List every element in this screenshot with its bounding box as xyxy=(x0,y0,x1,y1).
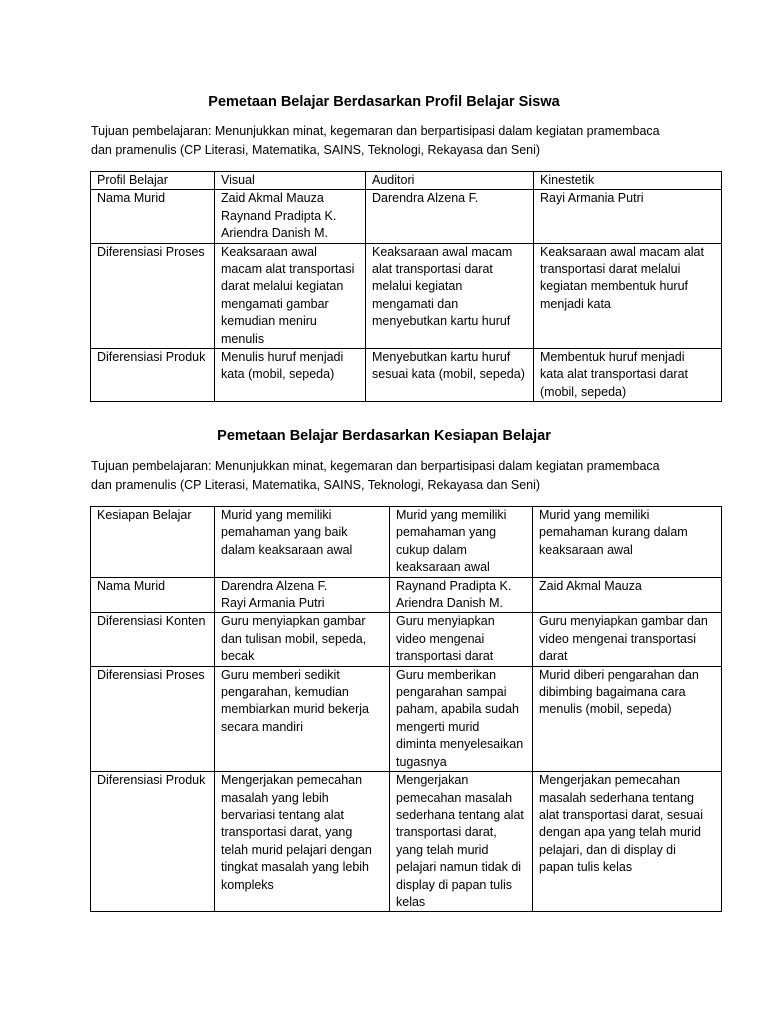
cell-line: Guru memberi sedikit xyxy=(221,667,340,682)
cell-line: mengamati dan xyxy=(372,296,459,311)
table-row xyxy=(91,613,722,666)
cell-line: keaksaraan awal xyxy=(539,542,633,557)
cell-line: Visual xyxy=(221,173,255,187)
cell-line: transportasi darat melalui xyxy=(540,262,681,277)
row-header-cell xyxy=(91,190,215,243)
table-row xyxy=(91,190,722,243)
cell-line: pengarahan, kemudian xyxy=(221,685,349,700)
cell-line: kata (mobil, sepeda) xyxy=(221,367,335,382)
cell-line: mengerti murid xyxy=(396,719,480,734)
table-row xyxy=(91,666,722,771)
row-header-cell xyxy=(91,772,215,912)
cell-line: dibimbing bagaimana cara xyxy=(539,685,686,700)
table-cell xyxy=(533,666,722,771)
cell-line: Profil Belajar xyxy=(97,173,168,187)
cell-line: pemecahan masalah xyxy=(396,790,513,805)
cell-line: Mengerjakan pemecahan xyxy=(221,773,363,788)
cell-line: display di papan tulis xyxy=(396,877,513,892)
cell-line: telah murid pelajari dengan xyxy=(221,842,372,857)
table-cell xyxy=(215,666,390,771)
cell-line: bervariasi tentang alat xyxy=(221,807,344,822)
cell-line: dengan apa yang telah murid xyxy=(539,825,701,840)
cell-line: masalah yang lebih xyxy=(221,790,329,805)
cell-line: Mengerjakan pemecahan xyxy=(539,773,681,788)
cell-line: Murid yang memiliki xyxy=(221,508,332,522)
cell-line: tugasnya xyxy=(396,754,447,769)
table-cell xyxy=(215,772,390,912)
cell-line: Mengerjakan xyxy=(396,773,469,788)
table-cell xyxy=(390,666,533,771)
table-cell xyxy=(215,349,366,402)
cell-line: alat transportasi darat xyxy=(372,262,493,277)
cell-line: Diferensiasi Proses xyxy=(97,667,205,682)
table-cell xyxy=(533,613,722,666)
cell-line: pengarahan sampai xyxy=(396,685,507,700)
cell-line: transportasi darat xyxy=(396,649,494,664)
row-header-cell xyxy=(91,507,215,578)
cell-line: Zaid Akmal Mauza xyxy=(221,191,324,206)
cell-line: Darendra Alzena F. xyxy=(372,191,479,206)
cell-line: Diferensiasi Produk xyxy=(97,773,206,788)
cell-line: Rayi Armania Putri xyxy=(221,596,325,611)
row-header-cell xyxy=(91,243,215,348)
cell-line: melalui kegiatan xyxy=(372,279,463,294)
table-cell xyxy=(534,349,722,402)
table-row xyxy=(91,243,722,348)
cell-line: Keaksaraan awal xyxy=(221,244,317,259)
cell-line: Darendra Alzena F. xyxy=(221,578,328,593)
table-cell xyxy=(533,507,722,578)
cell-line: cukup dalam xyxy=(396,542,467,557)
cell-line: Murid yang memiliki xyxy=(396,508,507,522)
table-cell xyxy=(215,172,366,190)
table-row xyxy=(91,772,722,912)
goal-line: dan pramenulis (CP Literasi, Matematika, SAINS, Teknologi, Rekayasa dan Seni) xyxy=(91,478,541,492)
table-cell xyxy=(534,190,722,243)
cell-line: menjadi kata xyxy=(540,296,611,311)
table-cell xyxy=(215,243,366,348)
cell-line: Diferensiasi Konten xyxy=(97,614,206,629)
cell-line: dalam keaksaraan awal xyxy=(221,542,353,557)
cell-line: Raynand Pradipta K. xyxy=(396,578,512,593)
cell-line: kemudian meniru xyxy=(221,314,317,329)
cell-line: Ariendra Danish M. xyxy=(396,596,503,611)
cell-line: transportasi darat, xyxy=(396,825,497,840)
cell-line: kelas xyxy=(396,894,426,909)
cell-line: kegiatan membentuk huruf xyxy=(540,279,689,294)
cell-line: membiarkan murid bekerja xyxy=(221,702,369,717)
cell-line: menulis xyxy=(221,331,265,346)
cell-line: yang telah murid xyxy=(396,842,489,857)
table-cell xyxy=(366,190,534,243)
cell-line: Guru menyiapkan gambar dan xyxy=(539,614,708,629)
cell-line: Guru memberikan xyxy=(396,667,497,682)
table-cell xyxy=(390,577,533,613)
cell-line: menulis (mobil, sepeda) xyxy=(539,702,672,717)
table-cell xyxy=(534,172,722,190)
table-row xyxy=(91,349,722,402)
table-cell xyxy=(215,190,366,243)
table-row xyxy=(91,172,722,190)
row-header-cell xyxy=(91,172,215,190)
cell-line: pemahaman yang baik xyxy=(221,525,348,540)
cell-line: masalah sederhana tentang xyxy=(539,790,694,805)
cell-line: sesuai kata (mobil, sepeda) xyxy=(372,367,525,382)
cell-line: macam alat transportasi xyxy=(221,262,355,277)
cell-line: Guru menyiapkan xyxy=(396,614,495,629)
cell-line: Ariendra Danish M. xyxy=(221,226,328,241)
table-cell xyxy=(533,577,722,613)
cell-line: Kesiapan Belajar xyxy=(97,508,192,522)
cell-line: kompleks xyxy=(221,877,274,892)
cell-line: video mengenai transportasi xyxy=(539,631,697,646)
cell-line: pemahaman kurang dalam xyxy=(539,525,688,540)
cell-line: becak xyxy=(221,649,255,664)
row-header-cell xyxy=(91,613,215,666)
cell-line: Rayi Armania Putri xyxy=(540,191,644,206)
table-cell xyxy=(390,772,533,912)
table-row xyxy=(91,577,722,613)
cell-line: sederhana tentang alat xyxy=(396,807,524,822)
goal-line: dan pramenulis (CP Literasi, Matematika, SAINS, Teknologi, Rekayasa dan Seni) xyxy=(91,143,541,157)
cell-line: alat transportasi darat, sesuai xyxy=(539,807,703,822)
cell-line: mengamati gambar xyxy=(221,296,329,311)
cell-line: tingkat masalah yang lebih xyxy=(221,860,370,875)
cell-line: pelajari, dan di display di xyxy=(539,842,676,857)
cell-line: papan tulis kelas xyxy=(539,860,633,875)
cell-line: transportasi darat, yang xyxy=(221,825,353,840)
table-cell xyxy=(533,772,722,912)
row-header-cell xyxy=(91,666,215,771)
table-cell xyxy=(390,507,533,578)
cell-line: Zaid Akmal Mauza xyxy=(539,578,642,593)
section2-title: Pemetaan Belajar Berdasarkan Kesiapan Belajar xyxy=(217,428,551,444)
cell-line: darat xyxy=(539,649,568,664)
table-row xyxy=(91,507,722,578)
readiness-table xyxy=(90,506,722,912)
table-cell xyxy=(215,577,390,613)
cell-line: pelajari namun tidak di xyxy=(396,860,522,875)
cell-line: Menyebutkan kartu huruf xyxy=(372,350,511,365)
table-cell xyxy=(215,613,390,666)
cell-line: darat melalui kegiatan xyxy=(221,279,344,294)
cell-line: pemahaman yang xyxy=(396,525,497,540)
cell-line: Diferensiasi Proses xyxy=(97,244,205,259)
section1-goal xyxy=(91,122,731,160)
cell-line: keaksaraan awal xyxy=(396,560,490,575)
cell-line: Keaksaraan awal macam xyxy=(372,244,513,259)
cell-line: Murid yang memiliki xyxy=(539,508,650,522)
cell-line: Nama Murid xyxy=(97,191,166,206)
cell-line: Keaksaraan awal macam alat xyxy=(540,244,704,259)
cell-line: Membentuk huruf menjadi xyxy=(540,350,685,365)
section2-goal xyxy=(91,457,731,495)
cell-line: Murid diberi pengarahan dan xyxy=(539,667,699,682)
cell-line: secara mandiri xyxy=(221,719,303,734)
cell-line: Raynand Pradipta K. xyxy=(221,208,337,223)
table-cell xyxy=(215,507,390,578)
cell-line: Auditori xyxy=(372,173,415,187)
cell-line: paham, apabila sudah xyxy=(396,702,520,717)
cell-line: diminta menyelesaikan xyxy=(396,737,524,752)
cell-line: dan tulisan mobil, sepeda, xyxy=(221,631,367,646)
row-header-cell xyxy=(91,577,215,613)
table-cell xyxy=(366,172,534,190)
cell-line: (mobil, sepeda) xyxy=(540,384,627,399)
row-header-cell xyxy=(91,349,215,402)
cell-line: kata alat transportasi darat xyxy=(540,367,688,382)
table-cell xyxy=(366,349,534,402)
cell-line: Guru menyiapkan gambar xyxy=(221,614,366,629)
cell-line: Menulis huruf menjadi xyxy=(221,350,344,365)
table-cell xyxy=(390,613,533,666)
cell-line: menyebutkan kartu huruf xyxy=(372,314,511,329)
goal-line: Tujuan pembelajaran: Menunjukkan minat, kegemaran dan berpartisipasi dalam kegiatan pramembaca xyxy=(91,124,660,138)
section1-title: Pemetaan Belajar Berdasarkan Profil Belajar Siswa xyxy=(208,94,560,110)
table-cell xyxy=(534,243,722,348)
cell-line: Diferensiasi Produk xyxy=(97,350,206,365)
profile-table xyxy=(90,171,722,402)
goal-line: Tujuan pembelajaran: Menunjukkan minat, kegemaran dan berpartisipasi dalam kegiatan pramembaca xyxy=(91,459,660,473)
cell-line: video mengenai xyxy=(396,631,485,646)
table-cell xyxy=(366,243,534,348)
cell-line: Nama Murid xyxy=(97,578,166,593)
cell-line: Kinestetik xyxy=(540,173,595,187)
